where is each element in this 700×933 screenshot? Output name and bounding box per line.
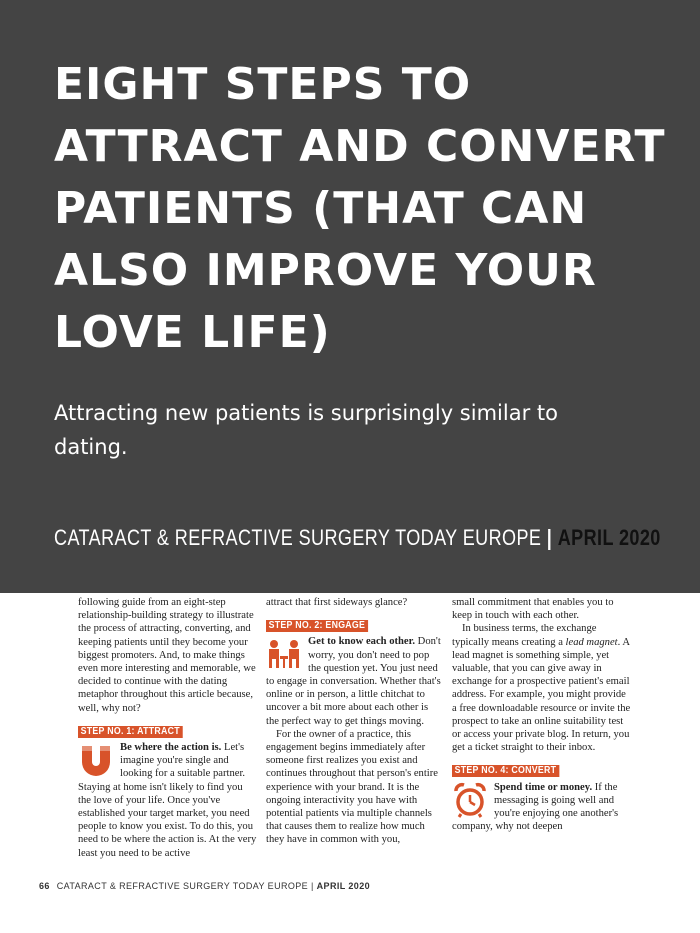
column3-paragraph-start: In business terms, the exchange typically means creating a — [452, 623, 597, 648]
column2-intro: attract that first sideways glance? — [266, 597, 408, 608]
publication-bar — [54, 524, 661, 552]
publication-name: CATARACT & REFRACTIVE SURGERY TODAY EUROPE — [54, 525, 542, 550]
column1-intro: following guide from an eight-step relationship-building strategy to illustrate the process of attracting, converting, and keeping patients until they become your biggest promoters. And, to make things even more interesting and memorable, we decided to continue with the dating metaphor throughout this article because, well, why not? — [78, 597, 256, 714]
footer-separator: | — [310, 881, 314, 891]
step2-lead: Get to know each other. — [308, 636, 416, 648]
article-column-2 — [266, 596, 442, 847]
column3-intro: small commitment that enables you to keep in touch with each other. — [452, 597, 614, 622]
article-subtitle: Attracting new patients is surprisingly similar to dating. — [54, 401, 558, 459]
column3-paragraph — [452, 622, 632, 754]
step1-label: STEP NO. 1: ATTRACT — [78, 726, 183, 738]
step1-block — [78, 725, 258, 860]
footer-publication: CATARACT & REFRACTIVE SURGERY TODAY EUROPE — [56, 881, 309, 891]
step4-lead: Spend time or money. — [494, 781, 593, 793]
conversation-icon — [266, 636, 302, 672]
step1-text: Let's imagine you're single and looking for a suitable partner. Staying at home isn't likely to find you the love of your life. Once you've established your target market, you need people to know you exist. To do this, you need to be where the action is. At the very least you need to be active — [78, 742, 257, 859]
page-number: 66 — [39, 881, 50, 891]
footer-issue-date: APRIL 2020 — [316, 881, 370, 891]
step1-lead: Be where the action is. — [120, 742, 222, 754]
issue-date: APRIL 2020 — [557, 525, 661, 550]
step4-text: If the messaging is going well and you're enjoying one another's company, why not deepen — [452, 781, 619, 833]
step2-block — [266, 619, 442, 728]
lead-magnet-term: lead magnet — [565, 636, 618, 648]
step2-text: Don't worry, you don't need to pop the question yet. You just need to engage in conversation. Whether that's online or in person, a little chitchat to uncover a bit more about each other is the perfect way to get things moving. — [266, 636, 441, 727]
column3-paragraph-end: . A lead magnet is something simple, yet valuable, that you can give away in exchange for a prospective patient's email address. For example, you might provide a free downloadable resource or invite the prospect to take an online suitability test or access your private blog. In return, you get a ticket straight to their inbox. — [452, 636, 631, 754]
publication-separator: | — [546, 525, 553, 550]
step4-label: STEP NO. 4: CONVERT — [452, 765, 559, 777]
column2-paragraph: For the owner of a practice, this engagement begins immediately after someone first realizes you exist and continues throughout that person's entire experience with your brand. It is the ongoing interactivity you have with potential patients via multiple channels that causes them to realize how much they have in common with you, — [266, 728, 438, 846]
article-column-1 — [78, 596, 258, 860]
article-column-3 — [452, 596, 632, 833]
page-footer — [39, 881, 370, 891]
article-title: EIGHT STEPS TO ATTRACT AND CONVERT PATIENTS (THAT CAN ALSO IMPROVE YOUR LOVE LIFE) — [54, 59, 666, 358]
step4-block — [452, 764, 632, 833]
alarm-clock-icon — [452, 782, 488, 818]
magnet-icon — [78, 742, 114, 778]
step2-label: STEP NO. 2: ENGAGE — [266, 620, 368, 632]
